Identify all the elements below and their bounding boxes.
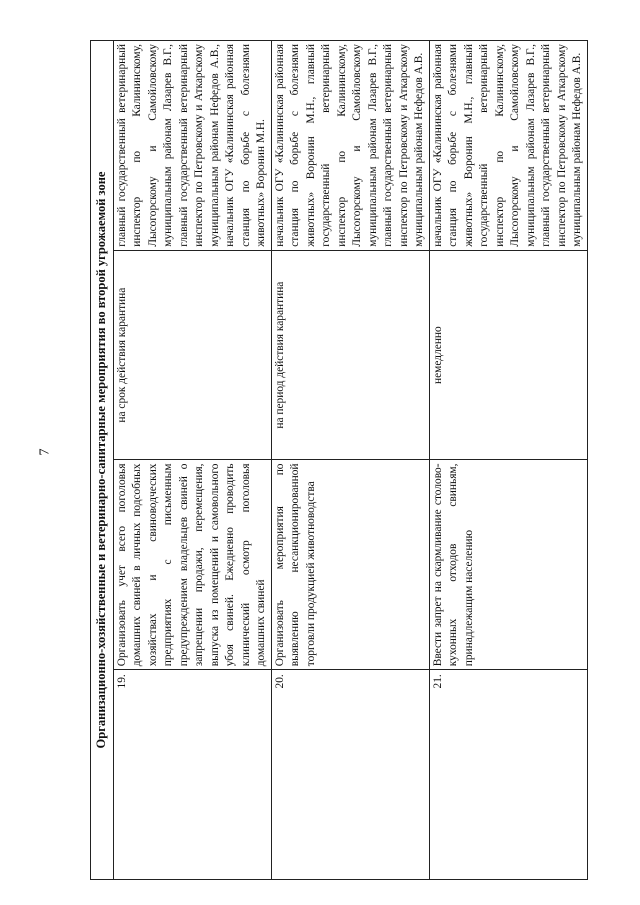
table-row	[429, 41, 587, 880]
page-number: 7	[37, 448, 53, 456]
row-number: 21.	[429, 670, 587, 880]
table-row	[271, 41, 429, 880]
rotated-table-container	[90, 40, 590, 880]
row-term: немедленно	[429, 250, 587, 460]
row-action: Ввести запрет на скармливание столово-кухонных отходов свиньям, принадлежащим населению	[429, 460, 587, 670]
section-header: Организационно-хозяйственные и ветеринарно-санитарные мероприятия во второй угрожаемой зоне	[91, 41, 114, 880]
row-number: 19.	[113, 670, 271, 880]
row-action: Организовать учет всего поголовья домашних свиней в личных подсобных хозяйствах и свиноводческих предприятиях с письменным предупреждением владельцев свиней о запрещении продажи, перемещения, выпуска из помещений и самовольного убоя свиней. Ежедневно проводить клинический осмотр поголовья домашних свиней	[113, 460, 271, 670]
document-sheet	[90, 40, 590, 880]
row-responsible: начальник ОГУ «Калининская районная станция по борьбе с болезнями животных» Воронин М.Н., главный государственный ветеринарный инспектор по Калининскому, Лысогорскому и Самойловскому муниципальным районам Лазарев В.Г., главный государственный ветеринарный инспектор по Петровскому и Аткарскому муниципальным районам Нефедов А.В.	[429, 41, 587, 251]
row-responsible: главный государственный ветеринарный инспектор по Калининскому, Лысогорскому и Самойловскому муниципальным районам Лазарев В.Г., главный государственный ветеринарный инспектор по Петровскому и Аткарскому муниципальным районам Нефедов А.В., начальник ОГУ «Калининская районная станция по борьбе с болезнями животных» Воронин М.Н.	[113, 41, 271, 251]
row-number: 20.	[271, 670, 429, 880]
row-term: на период действия карантина	[271, 250, 429, 460]
row-responsible: начальник ОГУ «Калининская районная станция по борьбе с болезнями животных» Воронин М.Н., главный государственный ветеринарный инспектор по Калининскому, Лысогорскому и Самойловскому муниципальным районам Лазарев В.Г., главный государственный ветеринарный инспектор по Петровскому и Аткарскому муниципальным районам Нефедов А.В.	[271, 41, 429, 251]
measures-table	[90, 40, 588, 880]
table-row	[113, 41, 271, 880]
row-term: на срок действия карантина	[113, 250, 271, 460]
section-header-row	[91, 41, 114, 880]
row-action: Организовать мероприятия по выявлению несанкционированной торговли продукцией животноводства	[271, 460, 429, 670]
